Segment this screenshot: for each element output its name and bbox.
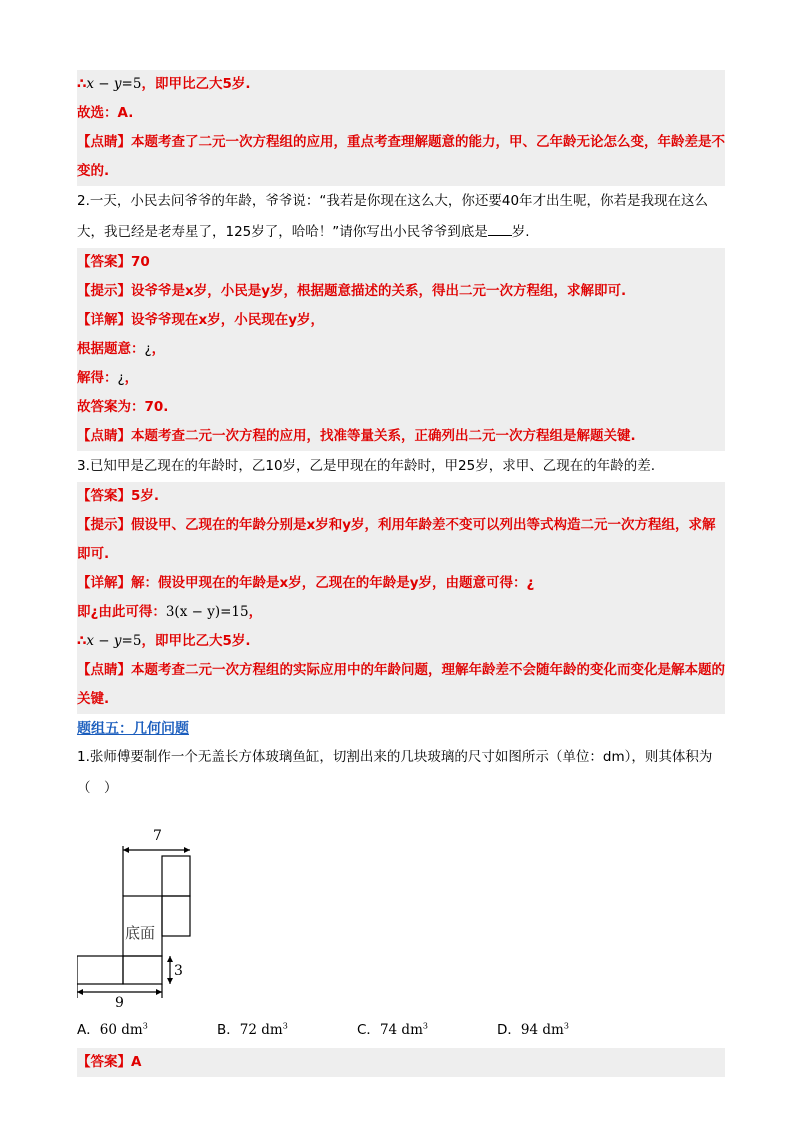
option-exp: 3 bbox=[282, 1021, 288, 1031]
glass-net-figure bbox=[77, 808, 725, 1008]
option-value: 74 bbox=[379, 1022, 398, 1038]
glass-piece-left bbox=[77, 956, 123, 984]
tip-2: 【提示】设爷爷是x岁，小民是y岁，根据题意描述的关系，得出二元一次方程组，求解即可. bbox=[77, 277, 725, 306]
math-expression: x − y bbox=[86, 76, 122, 92]
geometry-answer: 【答案】A bbox=[77, 1048, 725, 1077]
answer-2: 【答案】70 bbox=[77, 248, 725, 277]
glass-piece-bottom bbox=[123, 956, 162, 984]
detail-2-line-2 bbox=[77, 364, 725, 393]
answer-options bbox=[77, 1008, 725, 1048]
option-letter: A． bbox=[77, 1022, 100, 1038]
net-diagram bbox=[77, 808, 337, 1008]
symbol-text: ¿ bbox=[117, 370, 125, 386]
question-2 bbox=[77, 186, 725, 248]
option-letter: D． bbox=[497, 1022, 521, 1038]
label-text: 即¿由此可得： bbox=[77, 604, 166, 620]
label-text: 解得： bbox=[77, 370, 118, 386]
option-d[interactable] bbox=[497, 1018, 637, 1038]
glass-piece-mid bbox=[162, 896, 190, 936]
conclusion-text: ，即甲比乙大5岁. bbox=[141, 633, 251, 649]
punct-text: ， bbox=[124, 370, 139, 386]
therefore-symbol: ∴ bbox=[77, 633, 87, 649]
detail-2-line-3: 故答案为：70. bbox=[77, 393, 725, 422]
label-base: 底面 bbox=[125, 924, 156, 942]
detail-3-line-1 bbox=[77, 598, 725, 627]
math-value: =5 bbox=[121, 76, 142, 92]
glass-piece-top bbox=[162, 856, 190, 896]
option-exp: 3 bbox=[142, 1021, 148, 1031]
question-2-end: 岁. bbox=[511, 224, 530, 240]
detail-2-line-1 bbox=[77, 335, 725, 364]
geometry-question-1: 1.张师傅要制作一个无盖长方体玻璃鱼缸，切割出来的几块玻璃的尺寸如图所示（单位：dm），则其体积为（ ） bbox=[77, 749, 713, 796]
option-unit: dm bbox=[542, 1022, 564, 1038]
label-text: 根据题意： bbox=[77, 341, 145, 357]
comment-note-1: 【点睛】本题考查了二元一次方程组的应用，重点考查理解题意的能力，甲、乙年龄无论怎么变，年龄差是不变的. bbox=[77, 128, 725, 186]
conclusion-line-1 bbox=[77, 70, 725, 99]
choice-line: 故选：A. bbox=[77, 99, 725, 128]
option-unit: dm bbox=[401, 1022, 423, 1038]
label-top: 7 bbox=[153, 828, 162, 844]
option-value: 60 bbox=[99, 1022, 117, 1038]
tip-3: 【提示】假设甲、乙现在的年龄分别是x岁和y岁，利用年龄差不变可以列出等式构造二元一次方程组，求解即可. bbox=[77, 511, 725, 569]
option-a[interactable] bbox=[77, 1018, 217, 1038]
answer-3: 【答案】5岁. bbox=[77, 482, 725, 511]
symbol-text: ¿ bbox=[144, 341, 152, 357]
therefore-symbol: ∴ bbox=[77, 76, 87, 92]
comment-note-3: 【点睛】本题考查二元一次方程组的实际应用中的年龄问题，理解年龄差不会随年龄的变化而变化是解本题的关键. bbox=[77, 656, 725, 714]
math-expression: 3(x − y)=15 bbox=[165, 604, 249, 620]
option-letter: C． bbox=[357, 1022, 380, 1038]
detail-3: 【详解】解：假设甲现在的年龄是x岁，乙现在的年龄是y岁，由题意可得：¿ bbox=[77, 569, 725, 598]
punct-text: ， bbox=[248, 604, 263, 620]
option-letter: B． bbox=[217, 1022, 240, 1038]
option-value: 94 bbox=[520, 1022, 539, 1038]
conclusion-text: ，即甲比乙大5岁. bbox=[141, 76, 251, 92]
document-page bbox=[77, 70, 725, 1077]
punct-text: ， bbox=[151, 341, 166, 357]
option-exp: 3 bbox=[422, 1021, 428, 1031]
option-unit: dm bbox=[121, 1022, 143, 1038]
question-3: 3.已知甲是乙现在的年龄时，乙10岁，乙是甲现在的年龄时，甲25岁，求甲、乙现在的年龄的差. bbox=[77, 458, 656, 474]
section-heading: 题组五：几何问题 bbox=[77, 721, 189, 737]
answer-blank bbox=[488, 223, 512, 236]
option-c[interactable] bbox=[357, 1018, 497, 1038]
question-2-text: 2.一天，小民去问爷爷的年龄，爷爷说：“我若是你现在这么大，你还要40年才出生呢，你若是我现在这么大，我已经是老寿星了，125岁了，哈哈！”请你写出小民爷爷到底是 bbox=[77, 193, 709, 240]
comment-note-2: 【点睛】本题考查二元一次方程的应用，找准等量关系，正确列出二元一次方程组是解题关键. bbox=[77, 422, 725, 451]
label-height: 3 bbox=[174, 963, 183, 979]
option-exp: 3 bbox=[563, 1021, 569, 1031]
detail-3-line-2 bbox=[77, 627, 725, 656]
label-bottom: 9 bbox=[115, 995, 124, 1008]
option-b[interactable] bbox=[217, 1018, 357, 1038]
detail-2: 【详解】设爷爷现在x岁，小民现在y岁， bbox=[77, 306, 725, 335]
math-value: =5 bbox=[121, 633, 142, 649]
math-expression: x − y bbox=[86, 633, 122, 649]
option-value: 72 bbox=[239, 1022, 257, 1038]
option-unit: dm bbox=[261, 1022, 283, 1038]
